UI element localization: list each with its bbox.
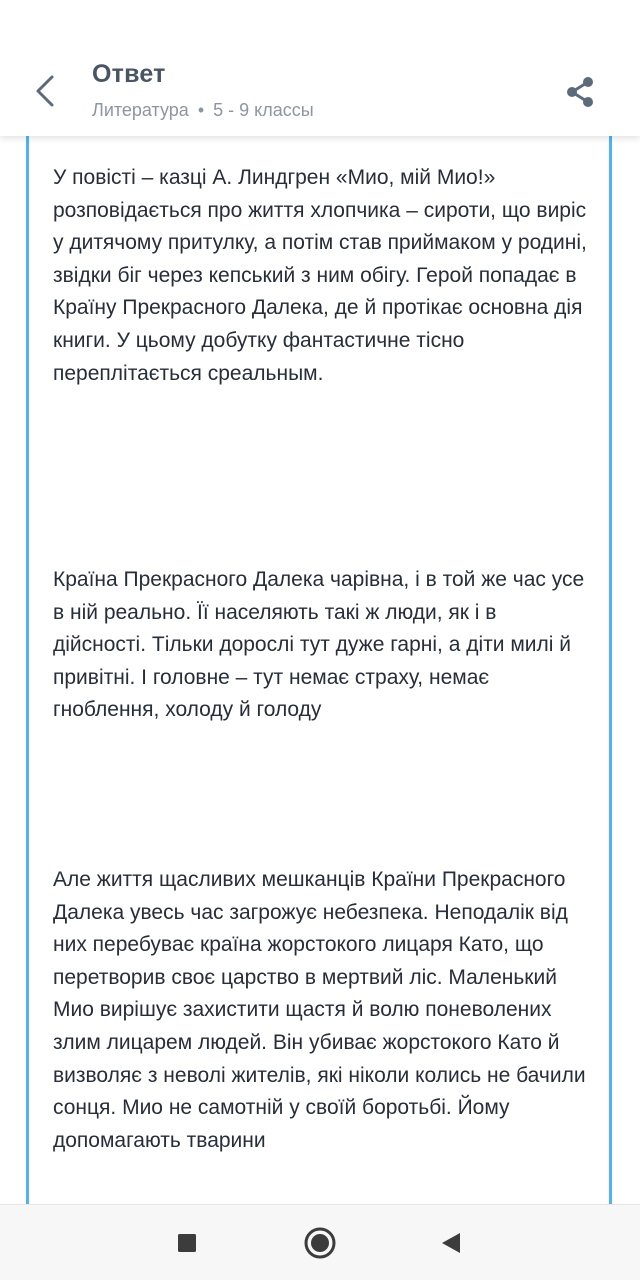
- answer-paragraph-3: Але життя щасливих мешканців Країни Прекрасного Далека увесь час загрожує небезпека. Неподалік від них перебуває країна жорстокого лицаря Като, що перетворив своє царство в мертвий ліс. Маленький Мио вирішує захистити щастя й волю поневолених злим лицарем людей. Він убиває жорстокого Като й визволяє з неволі жителів, які ніколи колись не бачили сонця. Мио не самотній у своїй боротьбі. Йому допомагають тварини: [53, 868, 586, 1152]
- recent-apps-button[interactable]: [167, 1223, 207, 1263]
- answer-card: [26, 136, 612, 1204]
- chevron-left-icon: [34, 74, 56, 108]
- answer-paragraph-2: Країна Прекрасного Далека чарівна, і в той же час усе в ній реально. Її населяють такі ж люди, як і в дійсності. Тільки дорослі тут дуже гарні, а діти милі й привітні. І головне – тут немає страху, немає гноблення, холоду й голоду: [53, 568, 585, 722]
- system-back-button[interactable]: [431, 1223, 471, 1263]
- recent-apps-icon: [177, 1233, 197, 1253]
- back-triangle-icon: [440, 1231, 462, 1255]
- share-button[interactable]: [556, 68, 604, 116]
- answer-paragraph-1: У повісті – казці А. Линдгрен «Мио, мій Мио!» розповідається про життя хлопчика – сироти, що виріс у дитячому притулку, а потім став приймаком у родині, звідки біг через кепський з ним обігу. Герой попадає в Країну Прекрасного Далека, де й протікає основна дія книги. У цьому добутку фантастичне тісно переплітається среальным.: [53, 166, 587, 385]
- back-button[interactable]: [22, 64, 68, 118]
- subject-label[interactable]: Литература: [92, 100, 189, 120]
- grade-label: 5 - 9 классы: [213, 100, 314, 120]
- system-navigation-bar: [0, 1204, 640, 1280]
- share-icon: [565, 76, 595, 108]
- home-button[interactable]: [300, 1223, 340, 1263]
- app-header: [0, 0, 640, 136]
- home-icon: [303, 1226, 337, 1260]
- subject-breadcrumb: [92, 100, 314, 121]
- separator-dot: •: [197, 100, 205, 120]
- page-title: Ответ: [92, 60, 166, 88]
